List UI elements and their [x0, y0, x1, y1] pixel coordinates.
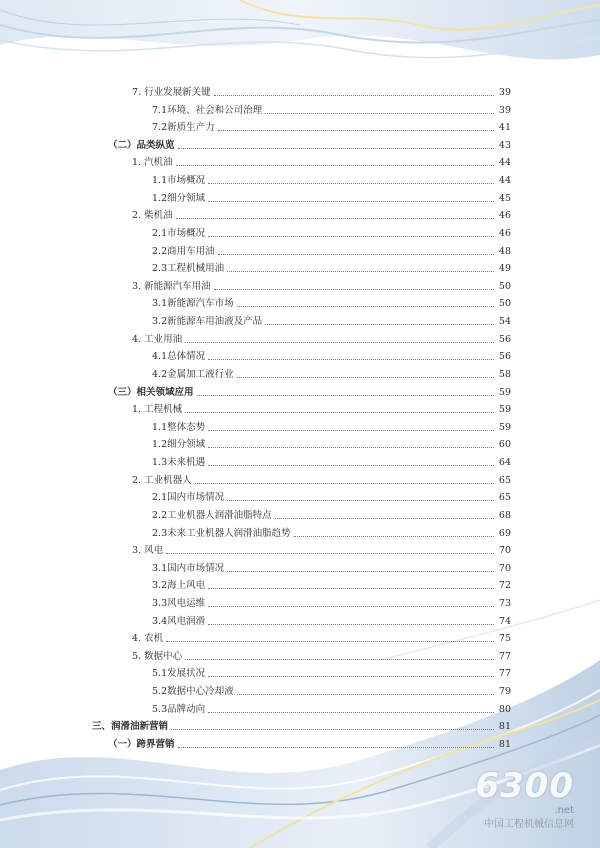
toc-entry-title: 4.1总体情况 [152, 351, 206, 363]
toc-entry-page-number: 65 [498, 474, 511, 486]
toc-entry-title: 1. 汽机油 [132, 157, 173, 169]
toc-dot-leader [218, 253, 494, 255]
toc-dot-leader [214, 288, 494, 290]
toc-entry-title: （二）品类纵览 [108, 139, 175, 151]
toc-entry-page-number: 69 [498, 527, 511, 539]
toc-entry-title: 1.1整体态势 [152, 421, 206, 433]
toc-entry-title: 2. 工业机器人 [132, 474, 192, 486]
toc-entry-page-number: 70 [498, 562, 511, 574]
toc-entry[interactable] [132, 153, 511, 169]
toc-entry-page-number: 81 [498, 738, 511, 750]
toc-entry-title: 三、润滑油新营销 [92, 721, 169, 733]
toc-entry-page-number: 77 [498, 650, 511, 662]
toc-entry-page-number: 59 [498, 421, 511, 433]
toc-dot-leader [185, 411, 494, 413]
toc-entry-title: 4.2金属加工液行业 [152, 368, 234, 380]
toc-entry-page-number: 65 [498, 492, 511, 504]
toc-entry-page-number: 50 [498, 280, 511, 292]
toc-entry[interactable] [152, 294, 511, 310]
toc-entry[interactable] [152, 488, 511, 504]
toc-dot-leader [166, 552, 494, 554]
toc-entry-page-number: 39 [498, 104, 511, 116]
toc-entry-title: （一）跨界营销 [108, 738, 175, 750]
toc-entry-title: 3. 风电 [132, 545, 164, 557]
toc-dot-leader [218, 129, 494, 131]
toc-entry-title: 1.1市场概况 [152, 175, 206, 187]
toc-entry-title: 5.3品牌动向 [152, 703, 206, 715]
toc-dot-leader [166, 640, 494, 642]
toc-entry-title: 3. 新能源汽车用油 [132, 280, 211, 292]
toc-dot-leader [171, 728, 494, 730]
toc-entry-page-number: 43 [498, 139, 511, 151]
toc-dot-leader [265, 323, 494, 325]
toc-entry[interactable] [132, 206, 511, 222]
toc-dot-leader [208, 711, 494, 713]
toc-entry[interactable] [132, 541, 511, 557]
toc-entry[interactable] [152, 189, 511, 205]
toc-dot-leader [208, 200, 494, 202]
toc-entry-page-number: 59 [498, 386, 511, 398]
toc-entry-page-number: 59 [498, 404, 511, 416]
toc-entry-page-number: 56 [498, 333, 511, 345]
toc-entry[interactable] [132, 83, 511, 99]
toc-entry[interactable] [152, 453, 511, 469]
watermark-domain: .net [554, 805, 574, 816]
toc-entry-page-number: 44 [498, 175, 511, 187]
toc-entry-page-number: 45 [498, 192, 511, 204]
toc-dot-leader [208, 429, 494, 431]
toc-dot-leader [237, 305, 494, 307]
toc-entry[interactable] [152, 242, 511, 258]
toc-entry[interactable] [132, 277, 511, 293]
toc-dot-leader [227, 270, 494, 272]
toc-entry-title: 7.2新质生产力 [152, 122, 215, 134]
toc-entry[interactable] [152, 559, 511, 575]
toc-entry-page-number: 44 [498, 157, 511, 169]
toc-entry-title: 2.3工程机械用油 [152, 263, 225, 275]
toc-entry-title: 2.2商用车用油 [152, 245, 215, 257]
toc-entry-title: （三）相关领域应用 [108, 386, 194, 398]
toc-entry[interactable] [152, 612, 511, 628]
toc-dot-leader [185, 658, 494, 660]
toc-entry-page-number: 70 [498, 545, 511, 557]
toc-entry[interactable] [152, 576, 511, 592]
toc-entry[interactable] [132, 629, 511, 645]
toc-entry-page-number: 41 [498, 122, 511, 134]
toc-entry-title: 2.1国内市场情况 [152, 492, 225, 504]
toc-entry[interactable] [152, 594, 511, 610]
toc-dot-leader [227, 570, 494, 572]
toc-entry-page-number: 80 [498, 703, 511, 715]
toc-entry-title: 5.1发展状况 [152, 668, 206, 680]
toc-entry[interactable] [152, 101, 511, 117]
toc-dot-leader [208, 587, 494, 589]
toc-entry-page-number: 50 [498, 298, 511, 310]
toc-dot-leader [176, 217, 494, 219]
toc-dot-leader [237, 693, 494, 695]
toc-entry-page-number: 79 [498, 686, 511, 698]
toc-entry-title: 3.1新能源汽车市场 [152, 298, 234, 310]
toc-entry-page-number: 74 [498, 615, 511, 627]
toc-entry-title: 5.2数据中心冷却液 [152, 686, 234, 698]
toc-dot-leader [208, 358, 494, 360]
toc-dot-leader [275, 517, 494, 519]
toc-entry[interactable] [132, 647, 511, 663]
toc-dot-leader [208, 464, 494, 466]
toc-entry-page-number: 72 [498, 580, 511, 592]
toc-entry[interactable] [152, 259, 511, 275]
toc-entry[interactable] [152, 224, 511, 240]
toc-entry-title: 1.3未来机遇 [152, 457, 206, 469]
toc-entry-page-number: 58 [498, 368, 511, 380]
toc-dot-leader [208, 235, 494, 237]
toc-dot-leader [197, 394, 494, 396]
toc-entry[interactable] [152, 418, 511, 434]
toc-entry-page-number: 48 [498, 245, 511, 257]
toc-entry-title: 3.2新能源车用油液及产品 [152, 316, 263, 328]
toc-entry-title: 1. 工程机械 [132, 404, 183, 416]
toc-entry-page-number: 64 [498, 457, 511, 469]
toc-dot-leader [227, 499, 494, 501]
toc-entry-page-number: 46 [498, 210, 511, 222]
toc-entry-page-number: 46 [498, 227, 511, 239]
watermark-site-name: 中国工程机械信息网 [484, 819, 574, 830]
toc-dot-leader [195, 482, 494, 484]
toc-dot-leader [265, 112, 494, 114]
toc-entry[interactable] [152, 312, 511, 328]
toc-entry[interactable] [108, 136, 511, 152]
toc-dot-leader [176, 164, 494, 166]
toc-entry-title: 3.2海上风电 [152, 580, 206, 592]
watermark-number: 6300 [475, 766, 574, 806]
toc-entry-title: 7.1环境、社会和公司治理 [152, 104, 263, 116]
toc-dot-leader [208, 675, 494, 677]
toc-dot-leader [208, 182, 494, 184]
toc-entry-title: 2.1市场概况 [152, 227, 206, 239]
toc-dot-leader [208, 605, 494, 607]
toc-entry-page-number: 56 [498, 351, 511, 363]
toc-entry[interactable] [152, 347, 511, 363]
toc-dot-leader [208, 623, 494, 625]
toc-entry[interactable] [92, 717, 511, 733]
toc-entry[interactable] [152, 435, 511, 451]
toc-dot-leader [214, 94, 494, 96]
toc-entry-title: 1.2细分领域 [152, 439, 206, 451]
toc-entry[interactable] [152, 700, 511, 716]
toc-entry-title: 3.1国内市场情况 [152, 562, 225, 574]
toc-entry-page-number: 60 [498, 439, 511, 451]
toc-dot-leader [294, 535, 494, 537]
toc-entry-title: 2.3未来工业机器人润滑油脂趋势 [152, 527, 291, 539]
toc-entry-page-number: 49 [498, 263, 511, 275]
toc-entry-title: 4. 农机 [132, 633, 164, 645]
toc-entry-title: 2.2工业机器人润滑油脂特点 [152, 509, 272, 521]
toc-entry[interactable] [152, 365, 511, 381]
toc-entry-page-number: 77 [498, 668, 511, 680]
toc-entry-page-number: 39 [498, 87, 511, 98]
site-watermark [475, 766, 574, 830]
toc-entry-page-number: 81 [498, 721, 511, 733]
toc-entry-page-number: 54 [498, 316, 511, 328]
toc-dot-leader [178, 147, 494, 149]
toc-entry[interactable] [152, 682, 511, 698]
toc-entry-title: 1.2细分领域 [152, 192, 206, 204]
toc-entry[interactable] [152, 664, 511, 680]
toc-entry-page-number: 73 [498, 597, 511, 609]
toc-entry-title: 3.4风电润滑 [152, 615, 206, 627]
toc-entry[interactable] [132, 400, 511, 416]
toc-entry[interactable] [132, 471, 511, 487]
toc-entry-title: 2. 柴机油 [132, 210, 173, 222]
toc-entry-title: 7. 行业发展新关键 [132, 87, 211, 98]
toc-entry-page-number: 68 [498, 509, 511, 521]
toc-entry[interactable] [152, 171, 511, 187]
toc-entry[interactable] [108, 735, 511, 751]
toc-entry-title: 3.3风电运维 [152, 597, 206, 609]
toc-dot-leader [208, 446, 494, 448]
toc-entry-page-number: 75 [498, 633, 511, 645]
toc-entry[interactable] [152, 118, 511, 134]
toc-entry[interactable] [132, 330, 511, 346]
toc-entry-title: 4. 工业用油 [132, 333, 183, 345]
toc-entry[interactable] [152, 506, 511, 522]
toc-entry[interactable] [152, 524, 511, 540]
toc-dot-leader [185, 341, 494, 343]
toc-entry-title: 5. 数据中心 [132, 650, 183, 662]
toc-dot-leader [237, 376, 494, 378]
toc-dot-leader [178, 746, 494, 748]
toc-entry[interactable] [108, 383, 511, 399]
